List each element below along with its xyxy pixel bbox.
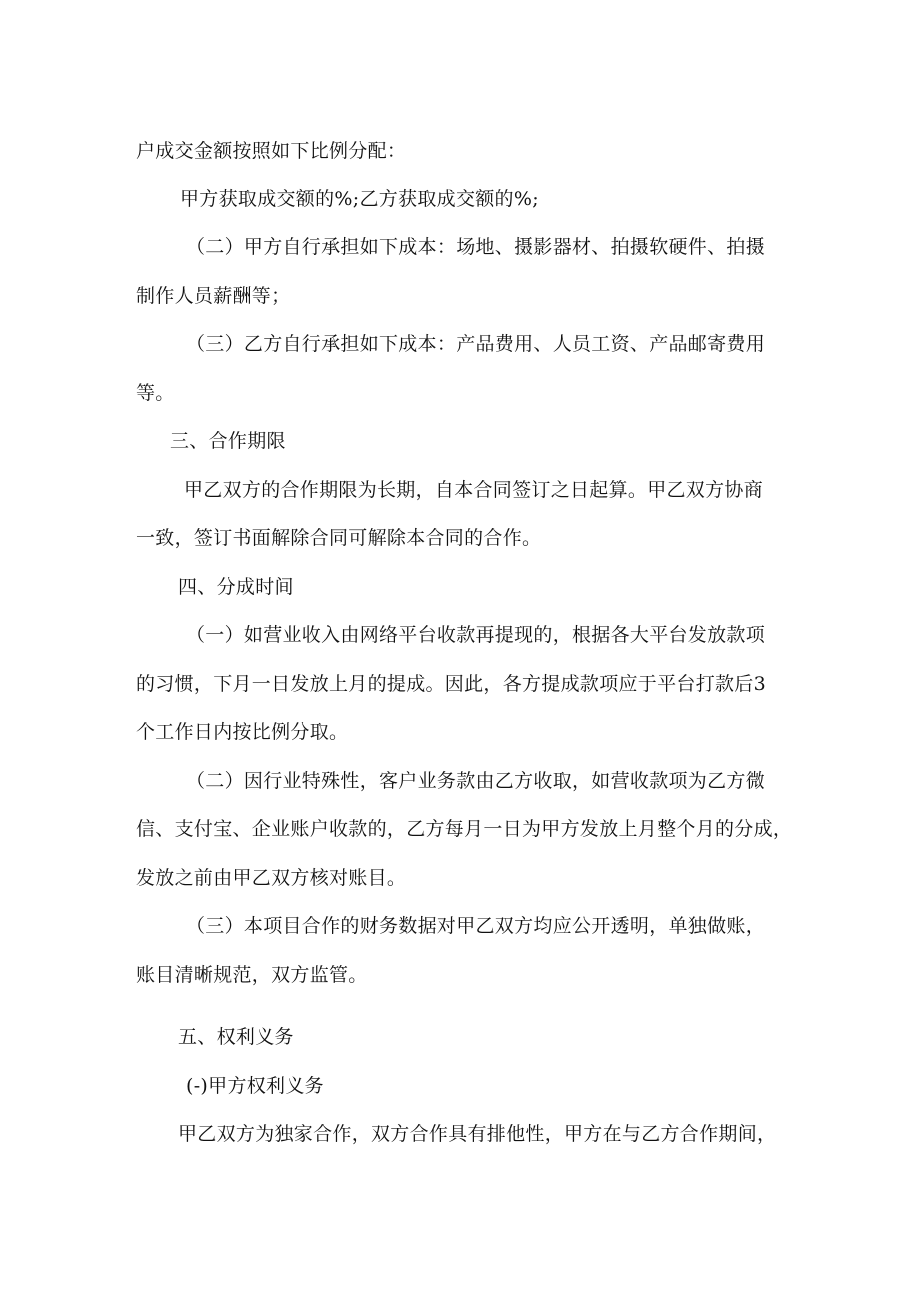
line-payout-1-cont2: 个工作日内按比例分取。 bbox=[136, 721, 349, 743]
line-payout-2: （二）因行业特殊性，客户业务款由乙方收取，如营收款项为乙方微 bbox=[186, 770, 766, 792]
line-exclusive-cooperation: 甲乙双方为独家合作，双方合作具有排他性，甲方在与乙方合作期间， bbox=[178, 1123, 777, 1145]
line-party-a-costs-cont: 制作人员薪酬等； bbox=[136, 285, 291, 307]
line-continuation-ratio: 户成交金额按照如下比例分配： bbox=[136, 140, 407, 162]
section-heading-rights: 五、权利义务 bbox=[178, 1026, 294, 1048]
line-party-b-costs: （三）乙方自行承担如下成本：产品费用、人员工资、产品邮寄费用 bbox=[186, 333, 766, 355]
subsection-heading-party-a-rights: (-)甲方权利义务 bbox=[186, 1075, 324, 1097]
line-term-cont: 一致，签订书面解除合同可解除本合同的合作。 bbox=[136, 527, 542, 549]
section-heading-payout-time: 四、分成时间 bbox=[178, 576, 294, 598]
line-party-a-costs: （二）甲方自行承担如下成本：场地、摄影器材、拍摄软硬件、拍摄 bbox=[186, 236, 766, 258]
line-party-b-costs-cont: 等。 bbox=[136, 382, 175, 404]
section-heading-term: 三、合作期限 bbox=[170, 430, 286, 452]
line-payout-1: （一）如营业收入由网络平台收款再提现的，根据各大平台发放款项 bbox=[186, 624, 766, 646]
line-payout-3-cont: 账目清晰规范，双方监管。 bbox=[136, 964, 368, 986]
line-share-ratio: 甲方获取成交额的%;乙方获取成交额的%; bbox=[180, 188, 539, 210]
line-term: 甲乙双方的合作期限为长期，自本合同签订之日起算。甲乙双方协商 bbox=[184, 479, 764, 501]
line-payout-3: （三）本项目合作的财务数据对甲乙双方均应公开透明，单独做账， bbox=[186, 915, 766, 937]
line-payout-2-cont2: 发放之前由甲乙双方核对账目。 bbox=[136, 867, 407, 889]
line-payout-1-cont: 的习惯，下月一日发放上月的提成。因此，各方提成款项应于平台打款后3 bbox=[136, 673, 766, 695]
line-payout-2-cont: 信、支付宝、企业账户收款的，乙方每月一日为甲方发放上月整个月的分成， bbox=[136, 818, 793, 840]
